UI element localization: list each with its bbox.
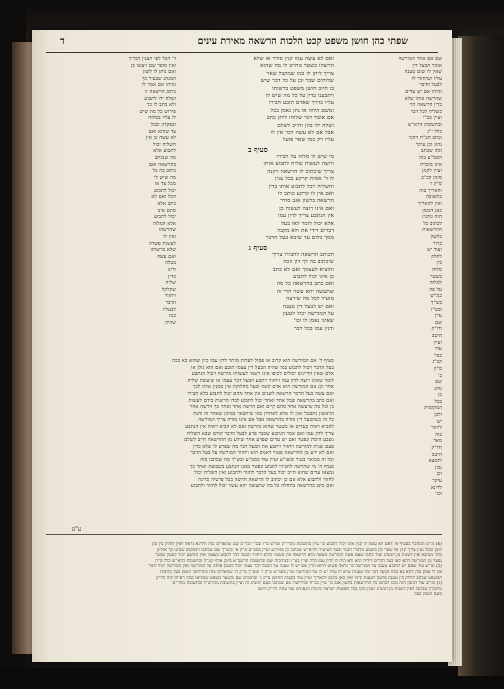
outer-commentary-line: נהוג וכן עיקר (415, 141, 442, 148)
outer-commentary-line: ובט"ז (431, 306, 442, 313)
outer-commentary-line: נכון (434, 464, 442, 471)
commentary-line: הראשון נתבטל ואין לו אלא לאחרון כמו שיתבאר בסימן שאחר זה והנה (193, 410, 334, 417)
inner-commentary-line: כתב אלא (157, 201, 176, 208)
inner-commentary-line: כתוב הרשאה זו (144, 88, 176, 95)
outer-commentary-line: ובתשובת הרא"ש (407, 121, 442, 128)
main-text-line: עליו כדרך שאדם תובע חבירו (268, 100, 334, 107)
footnote-line: מלובלין שכתבו דאין לשנות מן המנהג ושכן נהגו בכל תפוצות ישראל מימות הגאונים ועד עתה ודו"ק היטב (257, 586, 442, 592)
outer-commentary-line: למלוה (429, 280, 442, 287)
outer-commentary-line: בש"ך (430, 299, 442, 306)
inner-commentary-line: שהרשהו (158, 227, 176, 234)
inner-commentary-line: אלא המלוה (152, 220, 176, 227)
commentary-line: ואם כתב בהרשאה בתחלה כל מה שתעשה יהא עשוי יכול לחזור ולתבוע (190, 483, 334, 490)
main-text-line: אלא יכול לומר לאו בעל (281, 220, 334, 227)
main-text-line: שאינו נאמן לו וכו' (293, 318, 334, 325)
main-text-line: כן אינו יכול לתבוע (293, 273, 334, 280)
main-text-line: ואם אינו רוצה לעשות כן (279, 205, 334, 212)
inner-commentary-line: צד שהוא ואם (148, 128, 176, 135)
inner-commentary-line: שקלקל (161, 286, 176, 293)
main-text-line: שלוחים שכר וכן על כל דבר שיש (260, 78, 334, 85)
outer-commentary-line: כמ"ש (430, 293, 442, 300)
outer-commentary-line: בין (436, 260, 442, 267)
outer-commentary-line: ועיין (433, 339, 442, 346)
outer-commentary-line: שהרשה אותו שלא (404, 95, 442, 102)
outer-commentary-line: אינו מוכרח (420, 161, 442, 168)
main-text-line: צריך ליתן לו כמו שמקבל שאר (266, 70, 334, 77)
footnote-line: אין לי עסק בזה דהא בא בכח הבעל דבר וכל טענות שיש לו עליו יש לו על המורשה ועיין בסמ"ע ס"ק ז' ובש"ך ס"ק ה' שהאריכו בזה ובחידושי הגאון בעל נתיבות (160, 569, 442, 575)
inner-commentary-line: לתבוע אלא (153, 148, 176, 155)
outer-commentary-line: הסמ"ע בזה (419, 154, 442, 161)
main-text-line: ואם לא עשה עמו קנין סודר או שלא (253, 56, 334, 62)
commentary-line: לומר שאינו רוצה לדון עמו ויחזור ויתבע הבעל דבר עצמו או שיעשה שליח (187, 377, 334, 384)
footnote-line: המשפט שכתב לחלק בין טענת פרעון לטענת קיזוז ואין כאן מקום להאריך ועיין עוד בקצות החושן ס"ק ג' ובתומים שם ובשער משפט שהביאו כמה ראיות לזה ודו"ק (156, 575, 442, 581)
outer-commentary-line: ברור (432, 240, 442, 247)
commentary-block (46, 358, 334, 526)
main-text-line: שיכתוב בה לך דון וזכה (283, 259, 334, 266)
inner-commentary-line: לו עליו במלוה (148, 115, 176, 122)
commentary-line: אחר וכן אם המורשה הוא אדם קשה ובעל מחלוקת אין ממנין אותו לכך (192, 384, 334, 391)
main-text-line: אם אומר דמי שלוחו ליתן כתב (266, 115, 334, 122)
main-text-line: אבל אם לא עשה דבר אין לו (270, 130, 334, 137)
commentary-line: סעיף ה' מי שהרשה לחבירו לתבוע ונפטר ממנו הנתבע בשבועה ואחר כך (189, 463, 334, 470)
inner-commentary-line: ואין לו (163, 234, 176, 241)
outer-commentary-line: כאן דבזמן (422, 207, 442, 214)
commentary-line: ואם לא ידע מן ההרשאה פטור דאנוס הוא ויחזור המורשה על בעל הדבר (190, 450, 334, 457)
inner-commentary-line: ומיהו אם אמר לו (141, 82, 176, 89)
outer-commentary-column (338, 56, 442, 526)
page-header (42, 36, 442, 52)
outer-commentary-line: ס"ק ו' (429, 181, 442, 188)
main-text-line: לו ד' אמות קרקע בכל ענין (275, 176, 334, 183)
outer-commentary-line: לדינא (430, 484, 442, 491)
outer-commentary-line: עיקר (432, 478, 442, 484)
footnote-line: נפטר מן המורשה דהא לאו בעל דברים דידיה הוא ולא היה לו לדון עמו כלל ועיין בט"ז ובנתיבות שם ובתשובת הרשב"א סימן אלף קמ"ה ובתשובת הרא"ש כלל ס"ה (155, 558, 442, 564)
outer-commentary-line: קכ"ג (432, 359, 442, 366)
outer-commentary-line: ועיין לקמן (422, 168, 442, 175)
outer-commentary-line: היטב (431, 451, 442, 458)
main-text-line: ומשם הלוה או נתן נאמן בכל (270, 107, 334, 114)
main-text-line: ורוצה לעשות שליח לתבוע אותו (263, 161, 334, 168)
main-text-line: מועיל לכל מה שירצה (286, 296, 334, 303)
footnote-line: בתר מנהגא ואין לשנות מן המנהג ועוד כתבו שאם עשה המורשה מעשה בלא הרשאה אין מעשיו כלום ויחזור הבעל דבר לתבוע בעצמו ואין הנתבע יכול לטעון שכבר (155, 553, 442, 559)
main-text-line: אין הנתבע צריך לדון עמו (278, 213, 334, 220)
main-text-line: ואם יש לבעל דין טענה (282, 303, 334, 310)
main-text-line: סעיף ב (248, 144, 268, 154)
main-text-line: מי שיש לו מלוה על חבירו (276, 153, 334, 160)
outer-commentary-line: ס"ק (433, 365, 442, 372)
inner-commentary-line: כתוב בה כל (152, 168, 176, 175)
main-text-line: על המורשה יכול לטעון (282, 311, 334, 317)
footnotes (46, 542, 442, 642)
page-marker: ד (60, 36, 65, 47)
inner-commentary-line: ולא כתב לו כך (146, 102, 176, 109)
outer-commentary-line: לחלק (431, 253, 442, 260)
commentary-line: בעל הדבר ויכול לתבוע כמו שהיה הבעל דין עצמו תובע ואם הוא גזלן או (191, 364, 334, 371)
footnote-line: לזמן ובכל ענין צריך קנין או שטר וכן משמע מדברי הטור ובעל העיטור והרא"ש שכתבו כן בפירוש ועיין בסמ"ע ס"ק א' ובש"ך שם שכתבו דבמקום שנהגו כך אזלינן (156, 547, 442, 553)
outer-commentary-line: ההרשאות (422, 227, 442, 234)
outer-commentary-line: וכו' (435, 491, 442, 498)
inner-commentary-line: סתם אינו (157, 207, 176, 214)
outer-commentary-line: ומיהו אם יש עדים (405, 88, 442, 95)
outer-commentary-line: שאין לו שום טענה (404, 69, 442, 76)
inner-commentary-line: הדבר (165, 299, 176, 306)
footnote-line: בשם הגאון בעל (414, 592, 442, 598)
outer-commentary-line: ועוד יש (427, 247, 442, 254)
outer-commentary-line: בתשובה (425, 194, 442, 201)
background-bottom (0, 668, 504, 689)
outer-commentary-line: וכן (436, 471, 442, 478)
footnote-line: (ב) ומ"ש עוד שאם יש לנתבע טענה על המורשה כו' נראה פשוט דהוא הדין אם יש לו טענה על הבעל דבר עצמו יכול לטעון אותה על המורשה ואין המורשה יכול לומר (148, 564, 442, 570)
main-text-line: דברים דידי את ולא מקבל (277, 227, 334, 234)
outer-commentary-line: בלשון (430, 234, 442, 241)
commentary-line: נמצאו עדים שהוא חייב יכול בעל הדבר לחזור ולתבוע ואין השליח יכול (194, 470, 334, 477)
outer-commentary-line: שם (435, 319, 442, 326)
main-text-line: ושלח ידו בהן וחייב לשלם (277, 122, 334, 129)
inner-commentary-line: ודינו (167, 267, 176, 273)
inner-commentary-line: הכל ואם לא (151, 194, 176, 201)
outer-commentary-line: בסי' (433, 352, 442, 359)
commentary-line: כל זה כשהבעל דין מודה בהרשאה אבל אם אינו מודה צריך המורשה (198, 417, 334, 424)
outer-commentary-line: כשליח לכל דבר (410, 108, 442, 115)
inner-commentary-line: כדין (168, 273, 176, 280)
outer-commentary-line: ודו"ק (431, 445, 442, 452)
header-rule (46, 52, 438, 53)
commentary-line: להביא ראיה בעדים או בשטר שהוא מורשה ואם לא הביא ראיה אין הנתבע (185, 423, 334, 430)
outer-commentary-line: עליו ושיחזור לו (411, 75, 442, 82)
footnote-line: (ג) ומ"ש עוד דבזמן הזה נהגו לכתוב כל ההרשאות בלשון אגב כו' עיין בב"ח ובדרישה שם שכתבו טעם למנהג זה ועיין בתשובת מהרש"ל ובתשובת מהר"ם (172, 581, 442, 587)
commentary-line: נשבע היסת ונפטר ואם יש עדים שפרע אחר שידע מן ההרשאה חייב לשלם (184, 437, 334, 444)
outer-commentary-line: מאד (433, 438, 442, 445)
inner-commentary-line: ד' הכל לפי הענין דבריך (128, 56, 176, 62)
inner-commentary-line: ואם עשה (157, 253, 176, 260)
inner-commentary-line: לא עשה כן אין (146, 135, 176, 142)
footnote-line: (א) מ"ש המחבר בסעיף א' דאם לא עשה לו קנין אינו יכול לתבוע כו' עיין בתשובת מהרי"ק שורש ס"ו ובב"י ובד"מ שם שהאריכו בזה ולדינא נראה דאין לחלק בין זמן (152, 542, 442, 547)
main-text-line: הרשאה בלשון אגב סודר (280, 198, 334, 205)
inner-commentary-line: מה שנכתב (154, 154, 176, 161)
book-cover (458, 36, 504, 676)
outer-commentary-line: ב' (438, 372, 442, 379)
outer-commentary-line: מלוה (432, 267, 442, 273)
catchword: ע"פ (72, 526, 82, 533)
inner-commentary-line: ובפקדון ובכל (150, 121, 176, 128)
commentary-line: סעיף ד' אם המורשה הוא קרוב או פסול לעדות מותר לדון עמו כיון שהוא בא בכח (172, 358, 334, 364)
outer-commentary-line: סימן קכ"ב (421, 174, 442, 181)
outer-commentary-line: בשטר (430, 273, 442, 280)
inner-commentary-line: בהרשאה ואם (148, 161, 176, 168)
inner-commentary-column (46, 56, 176, 356)
outer-commentary-line: המקומות (424, 405, 442, 412)
main-text-line: ממך כלום עד שיבא בעל הדבר (265, 235, 334, 242)
inner-commentary-line: שהיה (164, 319, 176, 326)
outer-commentary-line: עיין (434, 313, 442, 320)
book-page (32, 30, 452, 662)
footnote-rule (46, 534, 442, 535)
commentary-line: ואם כתב בהרשאה שכל אחד ואחד יכול לתבוע לבדו הרשות בידם לעשות (188, 397, 334, 404)
inner-commentary-line: המנהג שבעיר כך (141, 75, 176, 82)
commentary-line: כן וכל מה שיעשה אחד מהם קיים ואם הרשה אחד ואחר כך הרשה אחר (189, 404, 334, 411)
inner-commentary-line: פירוש כל מה שיש (139, 108, 176, 115)
commentary-line: אלם שאין הדיינים יכולים לכופו אינו רשאי לעשותו מורשה ויכול הנתבע (191, 371, 334, 378)
inner-commentary-line: מכל צד אז (154, 181, 176, 188)
inner-commentary-line: יכול לתבוע (154, 214, 176, 221)
outer-commentary-line: עוד (435, 346, 442, 353)
outer-commentary-line: כדין הרשאה הוי (409, 102, 442, 109)
commentary-line: וכל זה מבואר בטור ובשו"ע ועיין עוד בסמ"ע ובש"ך מה שכתבו בזה (200, 456, 334, 463)
main-text-line: ויתבענו בדין על כל מה שיש לו (265, 93, 334, 100)
main-text-line: ואם אין לו קרקע כותב לו (278, 190, 334, 197)
outer-commentary-line: ואין להאריך (418, 201, 442, 208)
commentary-line: ואם עשה בעל הדבר הרשאה לשנים אין אחד מהם יכול לתבוע בלא חבירו (187, 390, 334, 397)
outer-commentary-line: בכל (434, 398, 442, 405)
facing-page-edge (12, 42, 34, 654)
inner-commentary-line: ואין סופר שם ויעשו כן (130, 62, 176, 69)
outer-commentary-line: והאריך בזה (419, 187, 442, 194)
outer-commentary-line: כלל י"ג (427, 128, 442, 135)
inner-commentary-line: ויחזור (164, 293, 176, 300)
commentary-line: פעם שנית למורשה ויחזור ויתבע את הבעל דבר מה שפרע לו שלא כדין (192, 443, 334, 450)
main-text-line: עליו רק כמו שאר פועל (282, 137, 334, 144)
outer-commentary-line: שם אם אחר המורשה (398, 56, 442, 62)
main-text-line: ואם כתב בהרשאה כל מה (276, 281, 334, 288)
outer-commentary-line: ליזהר (431, 425, 442, 432)
outer-commentary-line: שם (435, 379, 442, 386)
commentary-line: צריך לדון עמו ואם אמר הנתבע שכבר פרע לבעל הדבר קודם שבא השליח (186, 430, 334, 437)
outer-commentary-line: ודו"ק (431, 326, 442, 333)
outer-commentary-line: יש (436, 418, 442, 425)
outer-commentary-line: הזה נוהגין (422, 214, 442, 221)
outer-commentary-line: ותמצא (428, 458, 442, 465)
outer-commentary-line: ועיין בב"י (422, 115, 442, 122)
main-text-line: שתעשה יהא עשוי הרי זה (276, 288, 334, 295)
main-text-column (182, 56, 334, 356)
inner-commentary-line: שלא ברשותו (150, 247, 176, 254)
inner-commentary-line: בטלה (164, 260, 176, 267)
inner-commentary-line: מה שיש לי (154, 174, 176, 181)
outer-commentary-line: ולכן (434, 412, 442, 419)
main-text-line: הרשהו בשטר מחייב לו מה שהוא (260, 63, 334, 70)
outer-commentary-line: לבעל הדבר (419, 82, 442, 89)
inner-commentary-line: ושלח ידו לתבוע (144, 95, 176, 102)
inner-commentary-line: לעשות פשרה (148, 240, 176, 247)
main-text-line: והשליח יוכל לתבוע אותו בדין (268, 183, 334, 190)
outer-commentary-line: נוהג (434, 385, 442, 392)
inner-commentary-line: השליח יכול (153, 141, 176, 148)
main-text-line: סעיף ג (248, 242, 268, 252)
inner-commentary-line: שליח (165, 280, 176, 287)
main-text-line: צריך שיכתוב לו הרשאה ויקנה (267, 168, 334, 175)
outer-commentary-line: היטב (431, 332, 442, 339)
main-text-line: הכותב הרשאה לחבירו צריך (272, 251, 334, 258)
outer-commentary-line: בזה (435, 431, 442, 438)
outer-commentary-line: על פה (429, 286, 442, 293)
inner-commentary-line: יכול לתבוע (154, 187, 176, 194)
main-text-line: בו חיוב חושן משפט ברשותו (272, 85, 334, 92)
outer-commentary-line: וכתב הב"ח דהכי (408, 135, 442, 142)
outer-commentary-line: ומה שכתב (421, 148, 442, 155)
inner-commentary-line: כמו (169, 313, 176, 320)
inner-commentary-line: ואם נותן לו לשון (142, 69, 176, 76)
running-title: שפתי כהן חושן משפט קכט הלכות הרשאה מאירת עינים (197, 36, 408, 47)
commentary-line: לחזור ולתבוע אלא אם כן יכתוב לו הרשאה חדשה בכל פרטיה כדינה (198, 476, 334, 483)
outer-commentary-line: כן (438, 392, 442, 399)
main-text-line: והוציא לעצמך ואם לא כתב (272, 266, 334, 273)
outer-commentary-line: לכתוב כל (423, 220, 442, 227)
outer-commentary-line: אומר הבעל דין (412, 62, 442, 69)
main-text-line: ודנין עמו בכל דבר (294, 325, 334, 332)
inner-commentary-line: לבעליו (162, 306, 176, 313)
